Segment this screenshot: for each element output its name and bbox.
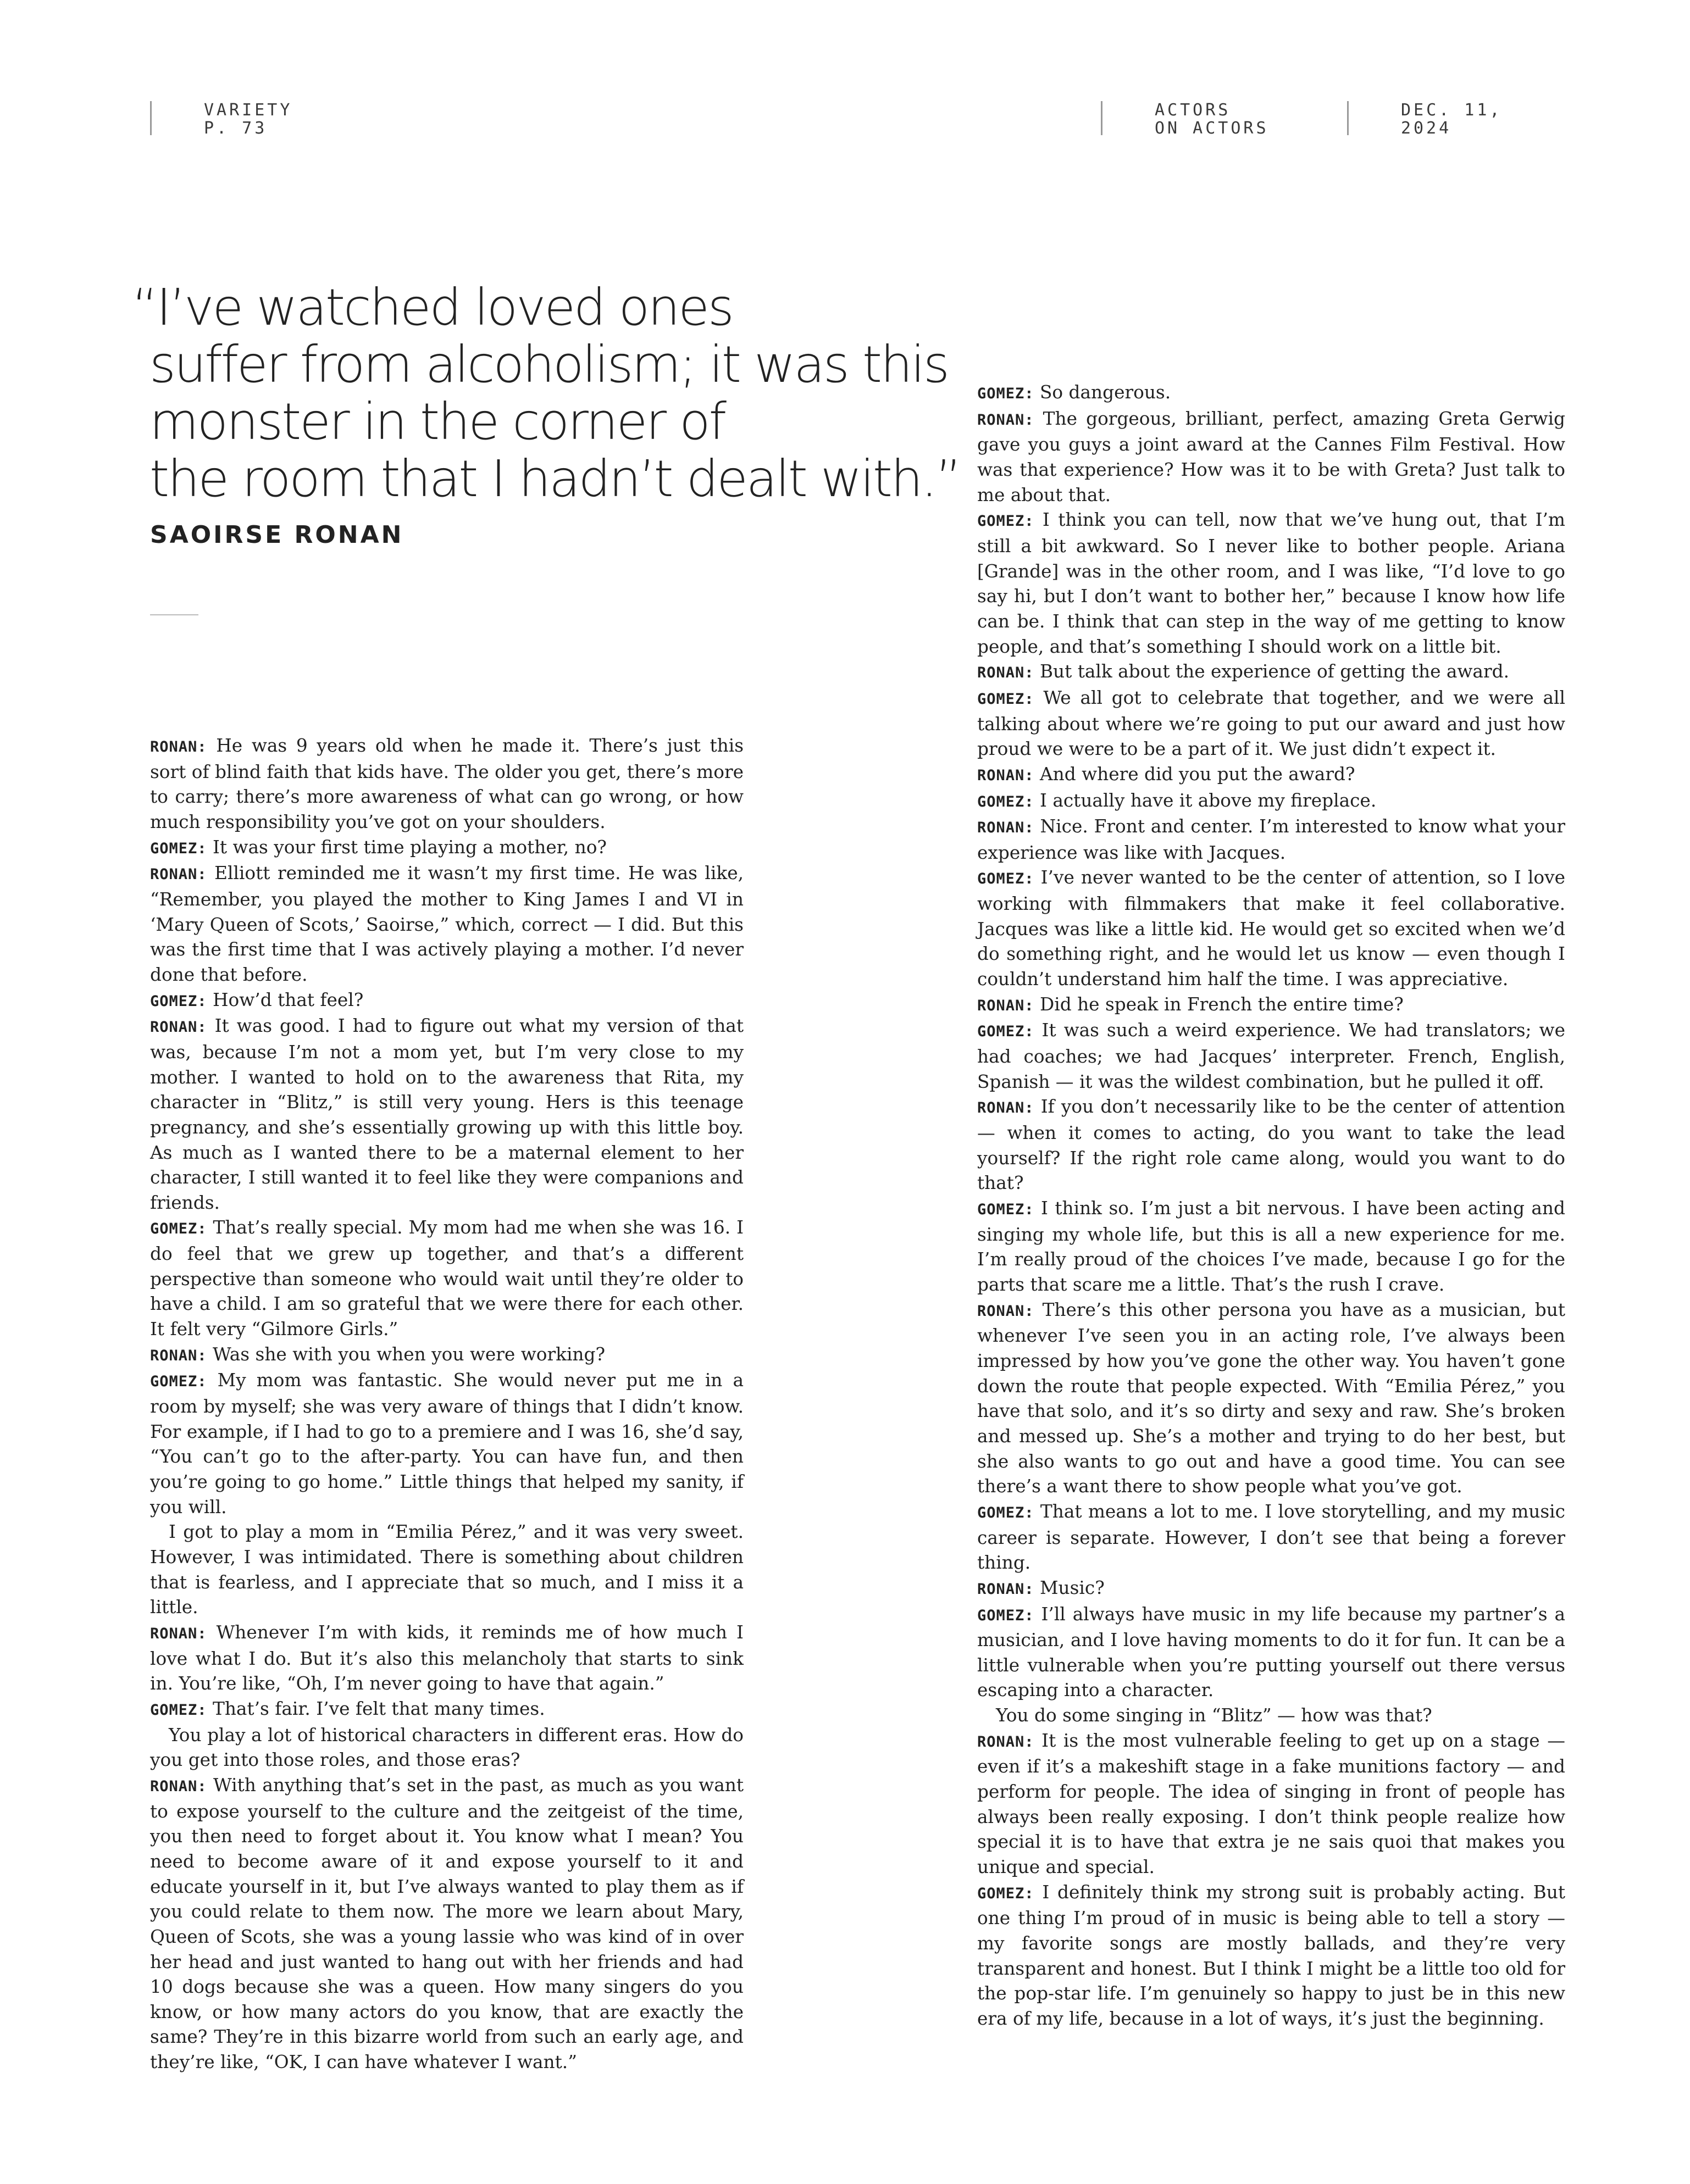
speaker-label: GOMEZ:: [977, 1885, 1034, 1902]
page-number: P. 73: [204, 119, 268, 138]
header-section: [1101, 101, 1269, 138]
paragraph-text: The gorgeous, brilliant, perfect, amazing Greta Gerwig gave you guys a joint award at the Cannes Film Festival. How was that experience? How was it to be with Greta? Just talk to me about that.: [977, 408, 1565, 505]
speaker-label: RONAN:: [150, 1019, 207, 1036]
speaker-label: RONAN:: [977, 1099, 1034, 1117]
paragraph-text: I’ve never wanted to be the center of attention, so I love working with filmmakers that make it feel collaborative. Jacques was like a little kid. He would get so excited when we’d do something right, and he would let us know — even though I couldn’t understand him half the time. I was appreciative.: [977, 867, 1565, 990]
interview-paragraph: [977, 659, 1565, 686]
paragraph-text: You play a lot of historical characters in different eras. How do you get into those roles, and those eras?: [150, 1724, 744, 1771]
interview-paragraph: [977, 1196, 1565, 1298]
speaker-label: GOMEZ:: [977, 870, 1034, 888]
paragraph-text: It was your first time playing a mother, no?: [212, 836, 607, 858]
paragraph-text: But talk about the experience of getting the award.: [1039, 661, 1509, 682]
paragraph-text: I definitely think my strong suit is probably acting. But one thing I’m proud of in music is being able to tell a story — my favorite songs are mostly ballads, and they’re very transparent and honest. But I think I might be a little too old for the pop-star life. I’m genuinely so happy to just be in this new era of my life, because in a lot of ways, it’s just the beginning.: [977, 1881, 1565, 2029]
interview-paragraph: [977, 508, 1565, 659]
paragraph-text: It was good. I had to figure out what my version of that was, because I’m not a mom yet, but I’m very close to my mother. I wanted to hold on to the awareness that Rita, my character in “Blitz,” is still very young. Hers is this teenage pregnancy, and she’s essentially growing up with this little boy. As much as I wanted there to be a maternal element to her character, I still wanted it to feel like they were companions and friends.: [150, 1015, 744, 1213]
paragraph-text: I think you can tell, now that we’ve hung out, that I’m still a bit awkward. So I never like to bother people. Ariana [Grande] was in the other room, and I was like, “I’d love to go say hi, but I don’t want to bother her,” because I know how life can be. I think that can step in the way of me getting to know people, and that’s something I should work on a little bit.: [977, 509, 1565, 657]
header-publication: [150, 101, 293, 138]
paragraph-text: Music?: [1039, 1577, 1105, 1598]
interview-paragraph: [977, 1880, 1565, 2032]
paragraph-text: If you don’t necessarily like to be the center of attention — when it comes to acting, do you want to take the lead yourself? If the right role came along, would you want to do that?: [977, 1096, 1565, 1194]
speaker-label: RONAN:: [150, 738, 207, 755]
paragraph-text: I actually have it above my fireplace.: [1039, 790, 1377, 811]
interview-paragraph: [150, 1620, 744, 1697]
paragraph-text: With anything that’s set in the past, as much as you want to expose yourself to the culture and the zeitgeist of the time, you then need to forget about it. You know what I mean? You need to become aware of it and expose yourself to it and educate yourself in it, but I’ve always wanted to play them as if you could relate to them now. The more we learn about Mary, Queen of Scots, she was a young lassie who was kind of in over her head and just wanted to hang out with her friends and had 10 dogs because she was a queen. How many singers do you know, or how many actors do you know, that are exactly the same? They’re in this bizarre world from such an early age, and they’re like, “OK, I can have whatever I want.”: [150, 1774, 744, 2073]
pull-quote-attribution: SAOIRSE RONAN: [150, 521, 404, 549]
interview-paragraph: [150, 1368, 744, 1520]
speaker-label: GOMEZ:: [977, 1607, 1034, 1624]
paragraph-text: You do some singing in “Blitz” — how was that?: [996, 1705, 1432, 1726]
paragraph-text: So dangerous.: [1039, 382, 1171, 403]
interview-paragraph: [150, 1773, 744, 2075]
interview-column-left: [150, 733, 744, 2075]
paragraph-text: Did he speak in French the entire time?: [1039, 993, 1404, 1015]
paragraph-text: I think so. I’m just a bit nervous. I have been acting and singing my whole life, but this is all a new experience for me. I’m really proud of the choices I’ve made, because I go for the parts that scare me a little. That’s the rush I crave.: [977, 1198, 1565, 1295]
interview-paragraph: [977, 788, 1565, 815]
interview-paragraph: [150, 1520, 744, 1620]
interview-paragraph: [977, 992, 1565, 1019]
paragraph-text: My mom was fantastic. She would never put me in a room by myself; she was very aware of things that I didn’t know. For example, if I had to go to a premiere and I was 16, she’d say, “You can’t go to the after-party. You can have fun, and then you’re going to go home.” Little things that helped my sanity, if you will.: [150, 1370, 744, 1518]
pull-quote-line: monster in the corner of: [149, 392, 725, 451]
interview-paragraph: [977, 1298, 1565, 1499]
date-line-2: 2024: [1401, 119, 1452, 138]
interview-paragraph: [977, 865, 1565, 992]
interview-paragraph: [977, 1576, 1565, 1602]
paragraph-text: Nice. Front and center. I’m interested to know what your experience was like with Jacques.: [977, 816, 1565, 863]
interview-paragraph: [977, 407, 1565, 508]
paragraph-text: Whenever I’m with kids, it reminds me of how much I love what I do. But it’s also this melancholy that starts to sink in. You’re like, “Oh, I’m never going to have that again.”: [150, 1621, 744, 1694]
interview-paragraph: [977, 1703, 1565, 1729]
speaker-label: GOMEZ:: [977, 793, 1034, 810]
speaker-label: RONAN:: [977, 1302, 1034, 1320]
interview-paragraph: [150, 1723, 744, 1773]
speaker-label: RONAN:: [150, 1777, 207, 1795]
pull-quote-line: the room that I hadn’t dealt with.”: [149, 449, 961, 508]
speaker-label: RONAN:: [150, 1625, 207, 1642]
speaker-label: GOMEZ:: [977, 1504, 1034, 1521]
pull-quote-line: “I’ve watched loved ones: [132, 278, 733, 337]
pull-quote-line: suffer from alcoholism; it was this: [149, 335, 948, 394]
speaker-label: RONAN:: [977, 997, 1034, 1014]
publication-name: VARIETY: [204, 101, 293, 120]
paragraph-text: That’s really special. My mom had me when she was 16. I do feel that we grew up together, and that’s a different perspective than someone who would wait until they’re older to have a child. I am so grateful that we were there for each other. It felt very “Gilmore Girls.”: [150, 1217, 744, 1340]
speaker-label: RONAN:: [977, 411, 1034, 429]
paragraph-text: It was such a weird experience. We had translators; we had coaches; we had Jacques’ interpreter. French, English, Spanish — it was the wildest combination, but he pulled it off.: [977, 1020, 1565, 1092]
divider: [150, 614, 198, 615]
paragraph-text: I’ll always have music in my life because my partner’s a musician, and I love having moments to do it for fun. It can be a little vulnerable when you’re putting yourself out there versus escaping into a character.: [977, 1603, 1565, 1701]
interview-paragraph: [977, 1094, 1565, 1196]
speaker-label: GOMEZ:: [150, 992, 207, 1010]
section-line-1: ACTORS: [1155, 101, 1231, 120]
pull-quote: [132, 278, 961, 508]
interview-paragraph: [150, 1697, 744, 1723]
date-line-1: DEC. 11,: [1401, 101, 1503, 120]
speaker-label: RONAN:: [150, 866, 207, 883]
speaker-label: GOMEZ:: [150, 1220, 207, 1238]
speaker-label: RONAN:: [150, 1347, 207, 1364]
paragraph-text: That means a lot to me. I love storytelling, and my music career is separate. However, I don’t see that being a forever thing.: [977, 1501, 1565, 1574]
interview-paragraph: [150, 1014, 744, 1215]
speaker-label: GOMEZ:: [150, 1701, 207, 1719]
speaker-label: GOMEZ:: [150, 1373, 207, 1391]
interview-paragraph: [150, 733, 744, 835]
speaker-label: RONAN:: [977, 1733, 1034, 1750]
interview-paragraph: [150, 1215, 744, 1342]
speaker-label: RONAN:: [977, 664, 1034, 682]
interview-paragraph: [977, 1018, 1565, 1094]
interview-column-right: [977, 380, 1565, 2032]
paragraph-text: Was she with you when you were working?: [212, 1343, 606, 1365]
interview-paragraph: [150, 988, 744, 1014]
interview-paragraph: [977, 1602, 1565, 1704]
interview-paragraph: [977, 814, 1565, 865]
speaker-label: GOMEZ:: [977, 690, 1034, 708]
interview-paragraph: [977, 1499, 1565, 1576]
interview-paragraph: [977, 380, 1565, 407]
paragraph-text: I got to play a mom in “Emilia Pérez,” and it was very sweet. However, I was intimidated. There is something about children that is fearless, and I appreciate that so much, and I miss it a little.: [150, 1521, 744, 1618]
speaker-label: GOMEZ:: [150, 840, 207, 857]
paragraph-text: How’d that feel?: [212, 989, 364, 1010]
header-date: [1347, 101, 1503, 138]
paragraph-text: And where did you put the award?: [1039, 763, 1355, 785]
paragraph-text: It is the most vulnerable feeling to get up on a stage — even if it’s a makeshift stage in a fake munitions factory — and perform for people. The idea of singing in front of people has always been really exposing. I don’t think people realize how special it is to have that extra je ne sais quoi that makes you unique and special.: [977, 1730, 1565, 1878]
paragraph-text: He was 9 years old when he made it. There’s just this sort of blind faith that kids have. The older you get, there’s more to carry; there’s more awareness of what can go wrong, or how much responsibility you’ve got on your shoulders.: [150, 735, 744, 832]
paragraph-text: We all got to celebrate that together, and we were all talking about where we’re going to put our award and just how proud we were to be a part of it. We just didn’t expect it.: [977, 687, 1565, 760]
speaker-label: RONAN:: [977, 1580, 1034, 1598]
section-line-2: ON ACTORS: [1155, 119, 1269, 138]
speaker-label: RONAN:: [977, 766, 1034, 784]
speaker-label: RONAN:: [977, 819, 1034, 837]
paragraph-text: There’s this other persona you have as a musician, but whenever I’ve seen you in an acting role, I’ve always been impressed by how you’ve gone the other way. You haven’t gone down the route that people expected. With “Emilia Pérez,” you have that solo, and it’s so dirty and sexy and raw. She’s broken and messed up. She’s a mother and trying to do her best, but she also wants to go out and have a good time. You can see there’s a want there to show people what you’ve got.: [977, 1299, 1565, 1497]
interview-paragraph: [977, 686, 1565, 762]
interview-paragraph: [150, 861, 744, 987]
speaker-label: GOMEZ:: [977, 385, 1034, 402]
interview-paragraph: [150, 835, 744, 862]
paragraph-text: Elliott reminded me it wasn’t my first time. He was like, “Remember, you played the mother to King James I and VI in ‘Mary Queen of Scots,’ Saoirse,” which, correct — I did. But this was the first time that I was actively playing a mother. I’d never done that before.: [150, 863, 744, 985]
speaker-label: GOMEZ:: [977, 1201, 1034, 1218]
interview-paragraph: [150, 1342, 744, 1369]
paragraph-text: That’s fair. I’ve felt that many times.: [212, 1698, 545, 1719]
speaker-label: GOMEZ:: [977, 513, 1034, 530]
interview-paragraph: [977, 1729, 1565, 1880]
speaker-label: GOMEZ:: [977, 1023, 1034, 1041]
interview-paragraph: [977, 762, 1565, 788]
